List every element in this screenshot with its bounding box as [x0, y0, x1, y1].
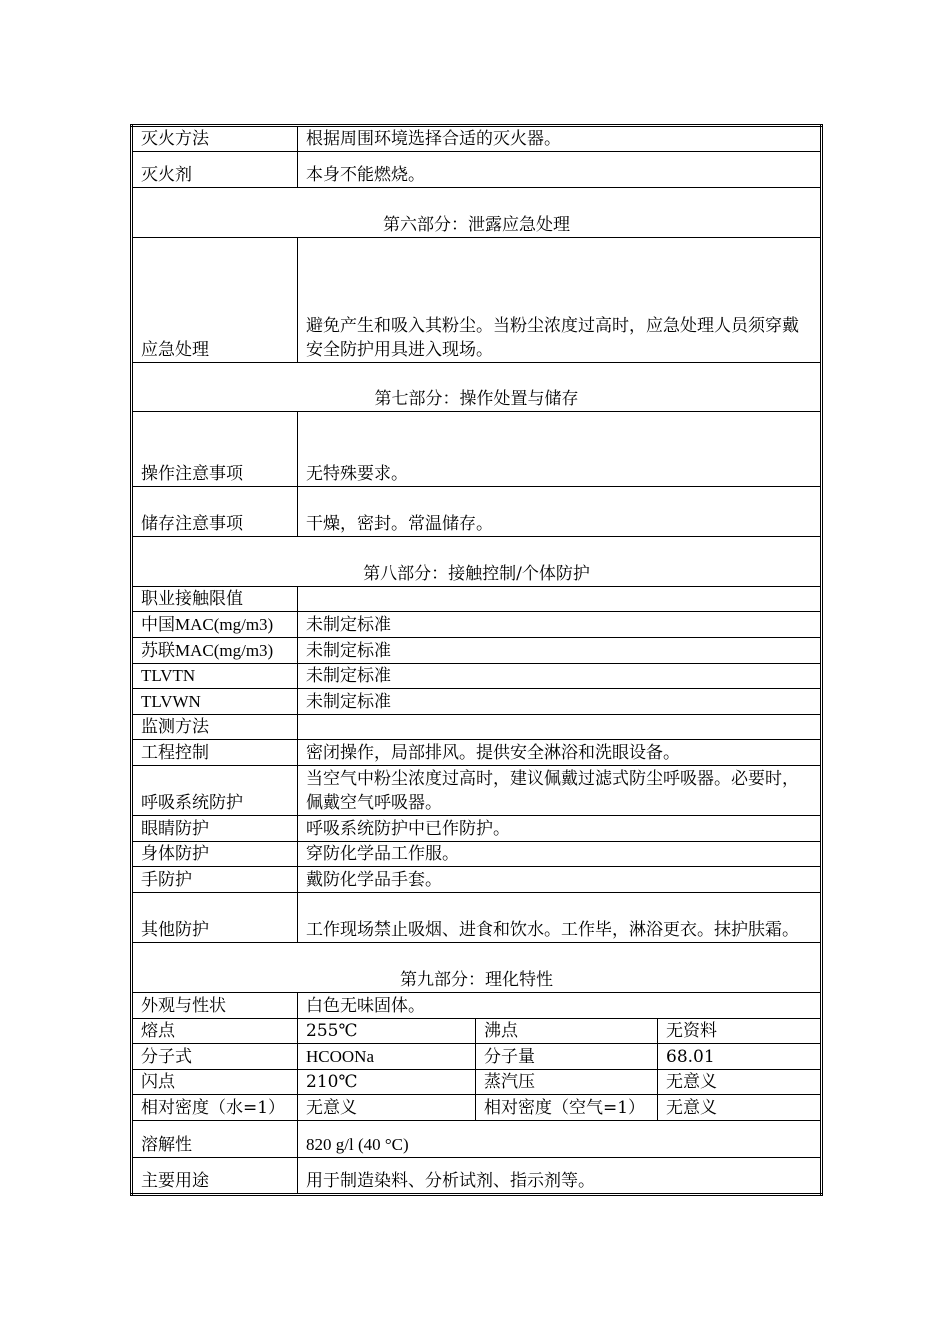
fire-agent-label: 灭火剂: [132, 152, 298, 188]
melting-value: 255℃: [298, 1019, 476, 1044]
table-row: [132, 537, 822, 587]
row-value: 戴防化学品手套。: [298, 867, 822, 893]
table-row: [132, 867, 822, 893]
row-label: 手防护: [132, 867, 298, 893]
flash-value: 210℃: [298, 1070, 476, 1095]
section9-title: 第九部分：理化特性: [132, 943, 822, 993]
table-row: [132, 1070, 822, 1095]
row-label: 眼睛防护: [132, 816, 298, 842]
handling-label: 操作注意事项: [132, 412, 298, 487]
table-row: [132, 487, 822, 537]
table-row: [132, 188, 822, 238]
table-row: [132, 689, 822, 715]
table-row: [132, 587, 822, 612]
section7-title: 第七部分：操作处置与储存: [132, 363, 822, 412]
table-row: [132, 1158, 822, 1195]
msds-table: [130, 124, 823, 1196]
boiling-value: 无资料: [658, 1019, 822, 1044]
flash-label: 闪点: [132, 1070, 298, 1095]
vapor-label: 蒸汽压: [476, 1070, 658, 1095]
storage-value: 干燥，密封。常温储存。: [298, 487, 822, 537]
table-row: [132, 363, 822, 412]
row-value: 未制定标准: [298, 638, 822, 664]
section8-title: 第八部分：接触控制/个体防护: [132, 537, 822, 587]
table-row: [132, 816, 822, 842]
row-value: 穿防化学品工作服。: [298, 842, 822, 867]
table-row: [132, 993, 822, 1019]
row-label: 中国MAC(mg/m3): [132, 612, 298, 638]
solubility-label: 溶解性: [132, 1121, 298, 1158]
row-value: [298, 715, 822, 740]
table-row: [132, 1095, 822, 1121]
row-value: 密闭操作，局部排风。提供安全淋浴和洗眼设备。: [298, 740, 822, 766]
handling-value: 无特殊要求。: [298, 412, 822, 487]
row-value: 未制定标准: [298, 664, 822, 689]
table-row: [132, 1121, 822, 1158]
fire-method-value: 根据周围环境选择合适的灭火器。: [298, 126, 822, 152]
density-water-value: 无意义: [298, 1095, 476, 1121]
row-label: 监测方法: [132, 715, 298, 740]
msds-page: [130, 124, 820, 1196]
table-row: [132, 412, 822, 487]
row-value: 未制定标准: [298, 612, 822, 638]
row-value: 呼吸系统防护中已作防护。: [298, 816, 822, 842]
table-row: [132, 766, 822, 816]
table-row: [132, 1019, 822, 1044]
row-label: 其他防护: [132, 893, 298, 943]
vapor-value: 无意义: [658, 1070, 822, 1095]
table-row: [132, 740, 822, 766]
table-row: [132, 1044, 822, 1070]
table-row: [132, 238, 822, 363]
emergency-label: 应急处理: [132, 238, 298, 363]
row-label: TLVWN: [132, 689, 298, 715]
table-row: [132, 715, 822, 740]
formula-value: HCOONa: [298, 1044, 476, 1070]
density-water-label: 相对密度（水=1）: [132, 1095, 298, 1121]
table-row: [132, 126, 822, 152]
section6-title: 第六部分：泄露应急处理: [132, 188, 822, 238]
melting-label: 熔点: [132, 1019, 298, 1044]
row-value: 工作现场禁止吸烟、进食和饮水。工作毕，淋浴更衣。抹护肤霜。: [298, 893, 822, 943]
table-row: [132, 943, 822, 993]
use-value: 用于制造染料、分析试剂、指示剂等。: [298, 1158, 822, 1195]
row-value: 当空气中粉尘浓度过高时，建议佩戴过滤式防尘呼吸器。必要时，佩戴空气呼吸器。: [298, 766, 822, 816]
row-value: 未制定标准: [298, 689, 822, 715]
density-air-label: 相对密度（空气=1）: [476, 1095, 658, 1121]
boiling-label: 沸点: [476, 1019, 658, 1044]
table-row: [132, 842, 822, 867]
fire-method-label: 灭火方法: [132, 126, 298, 152]
table-row: [132, 664, 822, 689]
row-label: 工程控制: [132, 740, 298, 766]
appearance-label: 外观与性状: [132, 993, 298, 1019]
formula-label: 分子式: [132, 1044, 298, 1070]
appearance-value: 白色无味固体。: [298, 993, 822, 1019]
row-label: 职业接触限值: [132, 587, 298, 612]
table-row: [132, 638, 822, 664]
row-label: 身体防护: [132, 842, 298, 867]
table-row: [132, 893, 822, 943]
table-row: [132, 152, 822, 188]
fire-agent-value: 本身不能燃烧。: [298, 152, 822, 188]
table-row: [132, 612, 822, 638]
use-label: 主要用途: [132, 1158, 298, 1195]
density-air-value: 无意义: [658, 1095, 822, 1121]
storage-label: 储存注意事项: [132, 487, 298, 537]
row-label: 苏联MAC(mg/m3): [132, 638, 298, 664]
solubility-value: 820 g/l (40 °C): [298, 1121, 822, 1158]
emergency-value: 避免产生和吸入其粉尘。当粉尘浓度过高时，应急处理人员须穿戴安全防护用具进入现场。: [298, 238, 822, 363]
mw-value: 68.01: [658, 1044, 822, 1070]
row-label: TLVTN: [132, 664, 298, 689]
row-label: 呼吸系统防护: [132, 766, 298, 816]
row-value: [298, 587, 822, 612]
mw-label: 分子量: [476, 1044, 658, 1070]
